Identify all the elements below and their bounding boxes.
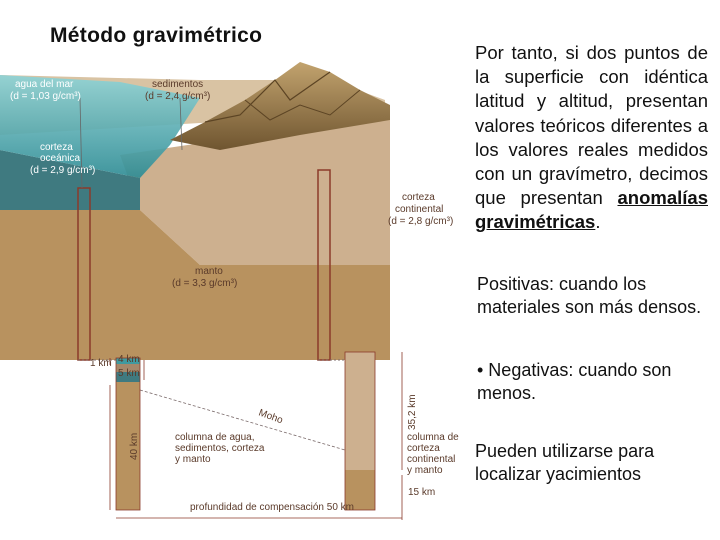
sediments-density: (d = 2,4 g/cm³) [145, 91, 211, 102]
left-column-caption-1: columna de agua, [175, 432, 255, 443]
slide-title: Método gravimétrico [50, 24, 263, 47]
km-4-label: 4 km [118, 354, 140, 365]
explanation-paragraph [475, 41, 708, 235]
right-column-caption-2: corteza [407, 443, 440, 454]
paragraph-text: Por tanto, si dos puntos de la superficie con idéntica latitud y altitud, presentan valores teóricos diferentes a los valores reales medidos con un gravímetro, decimos que presentan [475, 42, 708, 209]
positive-anomalies-box: Positivas: cuando los materiales son más densos. [477, 273, 712, 319]
right-column-caption-3: continental [407, 454, 456, 465]
oceanic-crust-label-1: corteza [40, 142, 73, 153]
oceanic-crust-density: (d = 2,9 g/cm³) [30, 165, 96, 176]
right-column-caption-1: columna de [407, 432, 459, 443]
km-1-label: 1 km [90, 358, 112, 369]
gravimetric-illustration [0, 60, 460, 530]
anomalies-term: anomalías gravimétricas [475, 187, 708, 233]
continent-column [345, 352, 375, 510]
oceanic-crust-label-2: oceánica [40, 153, 81, 164]
seawater-label: agua del mar [15, 79, 74, 90]
continental-crust-label-1: corteza [402, 192, 435, 203]
mantle-density: (d = 3,3 g/cm³) [172, 278, 238, 289]
continental-crust-label-2: continental [395, 204, 444, 215]
km-5-label: 5 km [118, 368, 140, 379]
left-column-caption-3: y manto [175, 454, 211, 465]
km-35-2-label: 35,2 km [407, 394, 418, 430]
paragraph-end: . [595, 211, 601, 233]
uses-box: Pueden utilizarse para localizar yacimientos [475, 440, 710, 486]
mantle-label: manto [195, 266, 223, 277]
moho-label: Moho [256, 407, 285, 427]
sediments-label: sedimentos [152, 79, 204, 90]
seawater-density: (d = 1,03 g/cm³) [10, 91, 81, 102]
km-15-label: 15 km [408, 487, 436, 498]
left-column-caption-2: sedimentos, corteza [175, 443, 265, 454]
continental-crust-density: (d = 2,8 g/cm³) [388, 216, 454, 227]
right-column-caption-4: y manto [407, 465, 443, 476]
negative-anomalies-box: • Negativas: cuando son menos. [477, 359, 712, 405]
compensation-depth-label: profundidad de compensación 50 km [190, 502, 354, 513]
km-40-label: 40 km [129, 432, 140, 460]
